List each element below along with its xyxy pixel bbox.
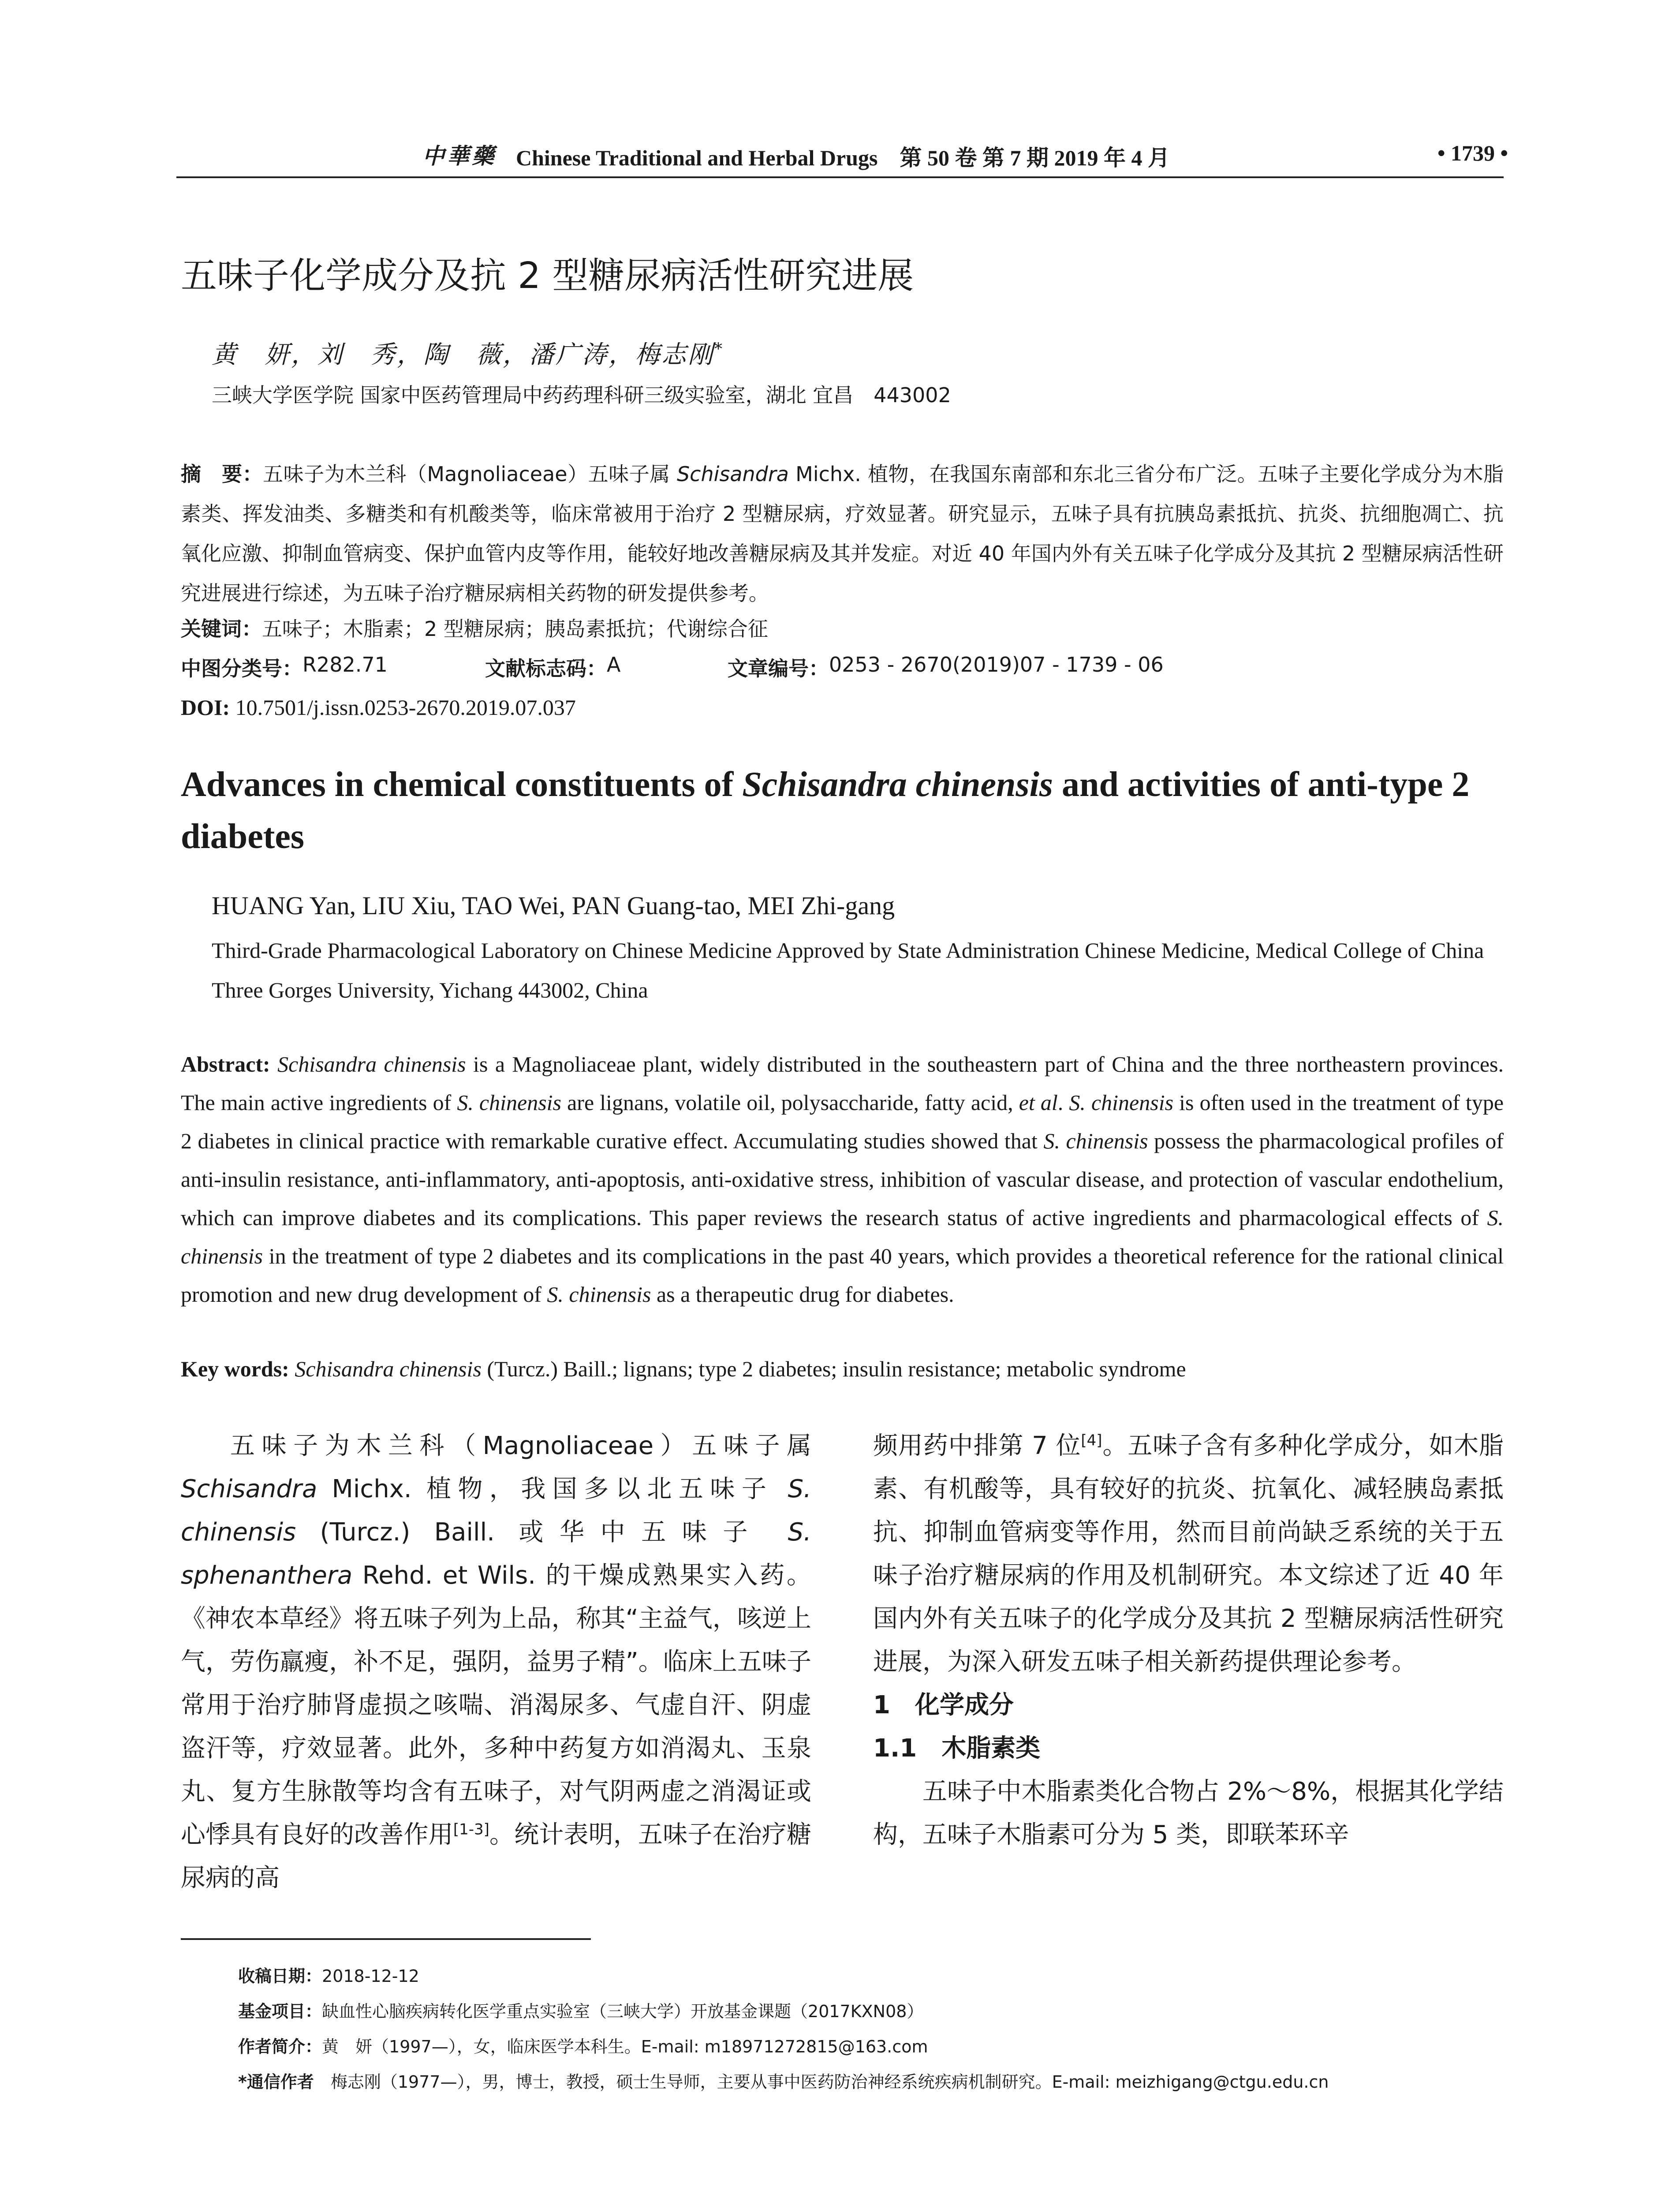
classification-line — [181, 653, 1504, 679]
english-keywords: Key words: Schisandra chinensis (Turcz.) Baill.; lignans; type 2 diabetes; insulin resistance; metabolic syndrome — [181, 1357, 1186, 1381]
page-number: • 1739 • — [1437, 141, 1508, 165]
chinese-title: 五味子化学成分及抗 2 型糖尿病活性研究进展 — [181, 255, 914, 297]
english-title: Advances in chemical constituents of Schisandra chinensis and activities of anti-type 2 diabetes — [181, 765, 1470, 856]
footnote-fund: 基金项目：缺血性心脑疾病转化医学重点实验室（三峡大学）开放基金课题（2017KXN08） — [238, 2002, 924, 2021]
classification-number: 中图分类号： R282.71 — [181, 653, 388, 680]
journal-logo: 中華藥 — [422, 143, 497, 169]
section-heading-1-1: 1.1 木脂素类 — [873, 1734, 1041, 1763]
header-rule — [176, 176, 1504, 178]
doi-line: DOI: 10.7501/j.issn.0253-2670.2019.07.037 — [181, 695, 576, 720]
intro-paragraph: 五味子为木兰科（Magnoliaceae）五味子属 Schisandra Michx. 植物，我国多以北五味子 S. chinensis (Turcz.) Baill. 或华中五味子 S. sphenanthera Rehd. et Wils. 的干燥成熟果实入药。《神农本草经》将五味子列为上品，称其“主益气，咳逆上气，劳伤羸瘦，补不足，强阴，益男子精”。临床上五味子常用于治疗肺肾虚损之咳喘、消渴尿多、气虚自汗、阴虚盗汗等，疗效显著。此外，多种中药复方如消渴丸、玉泉丸、复方生脉散等均含有五味子，对气阴两虚之消渴证或心悸具有良好的改善作用[1-3]。统计表明，五味子在治疗糖尿病的高 — [181, 1431, 812, 1892]
footnote-author: 作者简介：黄 妍（1997—），女，临床医学本科生。E-mail: m18971272815@163.com — [238, 2037, 928, 2056]
chinese-affiliation: 三峡大学医学院 国家中医药管理局中药药理科研三级实验室，湖北 宜昌 443002 — [212, 383, 951, 407]
document-code: 文献标志码： A — [485, 653, 621, 680]
footnote-rule — [181, 1938, 591, 1940]
article-number: 文章编号： 0253 - 2670(2019)07 - 1739 - 06 — [728, 653, 1164, 680]
intro-continued: 频用药中排第 7 位[4]。五味子含有多种化学成分，如木脂素、有机酸等，具有较好的抗炎、抗氧化、减轻胰岛素抵抗、抑制血管病变等作用，然而目前尚缺乏系统的关于五味子治疗糖尿病的作用及机制研究。本文综述了近 40 年国内外有关五味子的化学成分及其抗 2 型糖尿病活性研究进展，为深入研发五味子相关新药提供理论参考。 — [873, 1431, 1504, 1676]
english-authors: HUANG Yan, LIU Xiu, TAO Wei, PAN Guang-tao, MEI Zhi-gang — [212, 891, 895, 920]
chinese-abstract: 摘 要：五味子为木兰科（Magnoliaceae）五味子属 Schisandra Michx. 植物，在我国东南部和东北三省分布广泛。五味子主要化学成分为木脂素类、挥发油类、多糖类和有机酸类等，临床常被用于治疗 2 型糖尿病，疗效显著。研究显示，五味子具有抗胰岛素抵抗、抗炎、抗细胞凋亡、抗氧化应激、抑制血管病变、保护血管内皮等作用，能较好地改善糖尿病及其并发症。对近 40 年国内外有关五味子化学成分及其抗 2 型糖尿病活性研究进展进行综述，为五味子治疗糖尿病相关药物的研发提供参考。 — [181, 462, 1504, 605]
lignan-paragraph: 五味子中木脂素类化合物占 2%～8%，根据其化学结构，五味子木脂素可分为 5 类，即联苯环辛 — [873, 1777, 1504, 1849]
citation-1-3[interactable]: [1-3] — [453, 1820, 489, 1839]
journal-name: Chinese Traditional and Herbal Drugs 第 50 卷 第 7 期 2019 年 4 月 — [516, 146, 1170, 170]
citation-4[interactable]: [4] — [1081, 1431, 1102, 1450]
doi-value[interactable]: 10.7501/j.issn.0253-2670.2019.07.037 — [230, 695, 576, 720]
chinese-keywords: 关键词：五味子；木脂素；2 型糖尿病；胰岛素抵抗；代谢综合征 — [181, 617, 768, 641]
body-column-right — [873, 1424, 1504, 1857]
english-abstract: Abstract: Schisandra chinensis is a Magnoliaceae plant, widely distributed in the southeastern part of China and the three northeastern provinces. The main active ingredients of S. chinensis are lignans, volatile oil, polysaccharide, fatty acid, et al. S. chinensis is often used in the treatment of type 2 diabetes in clinical practice with remarkable curative effect. Accumulating studies showed that S. chinensis possess the pharmacological profiles of anti-insulin resistance, anti-inflammatory, anti-apoptosis, anti-oxidative stress, inhibition of vascular disease, and protection of vascular endothelium, which can improve diabetes and its complications. This paper reviews the research status of active ingredients and pharmacological effects of S. chinensis in the treatment of type 2 diabetes and its complications in the past 40 years, which provides a theoretical reference for the rational clinical promotion and new drug development of S. chinensis as a therapeutic drug for diabetes. — [181, 1052, 1504, 1307]
footnote-received: 收稿日期：2018-12-12 — [238, 1966, 419, 1986]
chinese-authors: 黄 妍，刘 秀，陶 薇，潘广涛，梅志刚* — [212, 340, 724, 369]
english-affiliation: Third-Grade Pharmacological Laboratory on Chinese Medicine Approved by State Administration Chinese Medicine, Medical College of China Three Gorges University, Yichang 443002, China — [212, 938, 1484, 1002]
section-heading-1: 1 化学成分 — [873, 1691, 1014, 1719]
footnote-corresponding: *通信作者 梅志刚（1977—），男，博士，教授，硕士生导师，主要从事中医药防治神经系统疾病机制研究。E-mail: meizhigang@ctgu.edu.cn — [238, 2072, 1329, 2092]
body-column-left — [181, 1424, 811, 1900]
running-header — [176, 140, 1508, 176]
